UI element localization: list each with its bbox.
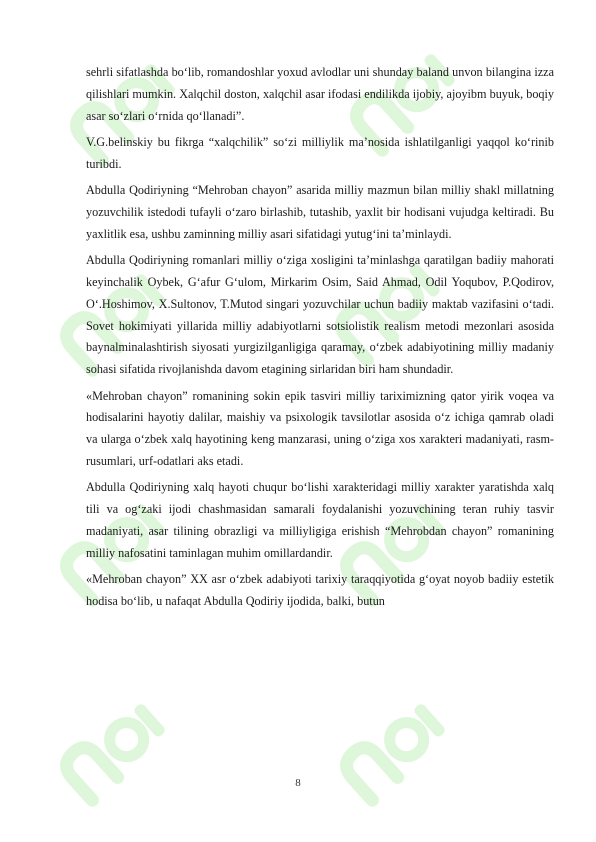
paragraph-6: Abdulla Qodiriyning xalq hayoti chuqur bo‘lishi xarakteridagi milliy xarakter yaratishda xalq tili va og‘zaki ijodi chashmasidan samarali foydalanishi yozuvchining teran ruhiy tasvir madaniyati, asar tilining obrazligi va milliyligiga erishish “Mehrobdan chayon” romanining milliy nafosatini taminlagan muhim omillardandir.: [86, 480, 554, 560]
paragraph-3: Abdulla Qodiriyning “Mehroban chayon” asarida milliy mazmun bilan milliy shakl millatning yozuvchilik istedodi tufayli o‘zaro birlashib, tutashib, yaxlit bir hodisani vujudga keltiradi. Bu yaxlitlik esa, ushbu zaminning milliy asari sifatidagi yutug‘ini ta’minlaydi.: [86, 183, 554, 241]
paragraph-5: «Mehroban chayon” romanining sokin epik tasviri milliy tariximizning qator yirik voqea va hodisalarini hayotiy dalilar, maishiy va psixologik tavsilotlar asosida o‘z ichiga qamrab oladi va ularga o‘zbek xalq hayotining keng manzarasi, uning o‘ziga xos xarakteri madaniyati, rasm-rusumlari, urf-odatlari aks etadi.: [86, 388, 554, 468]
paragraph-1: sehrli sifatlashda bo‘lib, romandoshlar yoxud avlodlar uni shunday baland unvon bilangina izza qilishlari mumkin. Xalqchil doston, xalqchil asar ifodasi endilikda ijobiy, ajoyibm buyuk, boqiy asar so‘zlari o‘rnida qo‘llanadi”.: [86, 65, 554, 123]
paragraph-2: V.G.belinskiy bu fikrga “xalqchilik” so‘zi milliylik ma’nosida ishlatilganligi yaqqol ko‘rinib turibdi.: [86, 134, 554, 171]
paragraph-7: «Mehroban chayon” XX asr o‘zbek adabiyoti tarixiy taraqqiyotida g‘oyat noyob badiiy estetik hodisa bo‘lib, u nafaqat Abdulla Qodiriy ijodida, balki, butun: [86, 572, 554, 608]
body-text: [86, 62, 554, 617]
paragraph-4: Abdulla Qodiriyning romanlari milliy o‘ziga xosligini ta’minlashga qaratilgan badiiy mahorati keyinchalik Oybek, G‘afur G‘ulom, Mirkarim Osim, Said Ahmad, Odil Yoqubov, P.Qodirov, O‘.Hoshimov, X.Sultonov, T.Mutod singari yozuvchilar uchun badiiy maktab vazifasini o‘tadi. Sovet hokimiyati yillarida milliy adabiyotlarni sotsiolistik realism metodi mezonlari asosida baynalminalashtirish siyosati yurgizilganligiga qaramay, o‘zbek adabiyotining milliy madaniy sohasi sifatida rivojlanishda davom etagining sirlaridan biri ham shundadir.: [86, 253, 554, 377]
page-number: 8: [295, 777, 301, 789]
